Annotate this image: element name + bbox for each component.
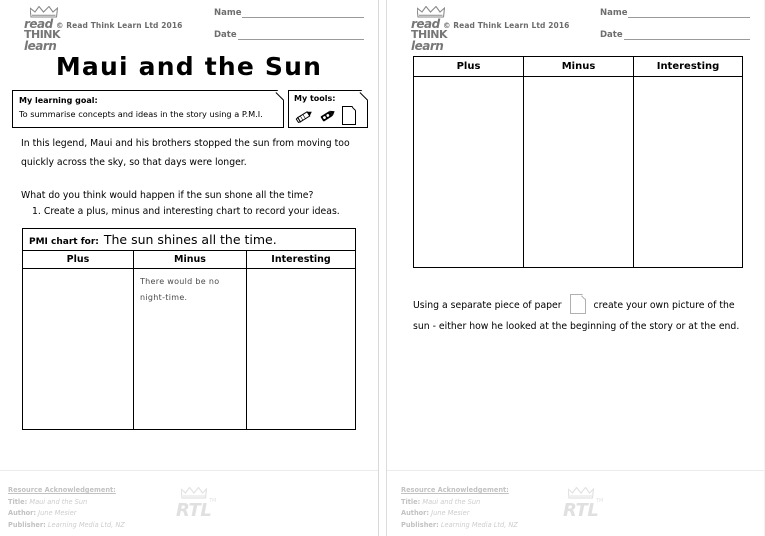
name-input-line[interactable] xyxy=(242,9,364,18)
instruction-part-2: create your own picture of the sun - either how he looked at the beginning of the story or at the end. xyxy=(413,300,740,332)
name-input-line[interactable] xyxy=(628,9,750,18)
my-tools-icon-row xyxy=(295,106,356,125)
pmi-column-header-minus: Minus xyxy=(524,57,633,77)
publisher-key: Publisher: xyxy=(401,520,439,529)
page-gutter xyxy=(379,0,387,536)
intro-paragraph: In this legend, Maui and his brothers stopped the sun from moving too quickly across the sky, so that days were longer. xyxy=(21,138,350,168)
date-input-line[interactable] xyxy=(624,31,750,40)
pmi-cell-interesting[interactable] xyxy=(634,77,742,267)
page-left-header xyxy=(0,0,378,58)
instruction-part-1: Using a separate piece of paper xyxy=(413,300,562,311)
name-label: Name xyxy=(600,8,628,18)
name-date-block xyxy=(600,8,750,52)
resource-acknowledgement xyxy=(8,485,125,531)
pmi-chart-label: PMI chart for: xyxy=(29,237,99,247)
trademark-mark: TM xyxy=(596,498,604,504)
page-title: Maui and the Sun xyxy=(55,52,323,81)
logo-line-learn: learn xyxy=(411,39,444,53)
pmi-cell-minus[interactable] xyxy=(134,269,246,429)
author-key: Author: xyxy=(8,509,37,517)
logo-line-read: read xyxy=(24,17,53,31)
pmi-column-plus xyxy=(414,57,524,267)
date-row xyxy=(600,30,750,40)
copyright-notice: © Read Think Learn Ltd 2016 xyxy=(56,21,183,30)
rtl-brand-text: RTL xyxy=(176,500,212,521)
pmi-column-plus xyxy=(23,251,134,429)
logo-line-read: read xyxy=(411,17,440,31)
copyright-notice: © Read Think Learn Ltd 2016 xyxy=(443,21,570,30)
drawing-instruction xyxy=(413,294,743,337)
name-row xyxy=(214,8,364,18)
pmi-column-interesting xyxy=(247,251,355,429)
trademark-mark: TM xyxy=(209,498,217,504)
pencil-icon xyxy=(295,107,315,125)
pmi-chart-columns xyxy=(23,251,355,429)
pmi-cell-plus[interactable] xyxy=(23,269,133,429)
page-right xyxy=(387,0,764,536)
my-tools-box xyxy=(288,90,368,128)
crayon-icon xyxy=(317,107,337,125)
pmi-cell-minus[interactable] xyxy=(524,77,633,267)
learning-goal-box xyxy=(12,90,284,128)
rtl-watermark-logo xyxy=(563,487,605,525)
acknowledgement-heading: Resource Acknowledgement: xyxy=(401,486,509,494)
logo-line-think: THINK xyxy=(411,28,448,41)
crown-icon xyxy=(568,487,594,499)
pmi-column-header-plus: Plus xyxy=(414,57,523,77)
pmi-cell-interesting[interactable] xyxy=(247,269,355,429)
pmi-column-header-minus: Minus xyxy=(134,251,246,269)
pmi-cell-plus[interactable] xyxy=(414,77,523,267)
publisher-value: Learning Media Ltd, NZ xyxy=(440,520,518,529)
pmi-column-header-interesting: Interesting xyxy=(247,251,355,269)
date-label: Date xyxy=(214,30,237,40)
title-value: Maui and the Sun xyxy=(29,497,88,506)
paper-icon xyxy=(570,294,586,314)
author-key: Author: xyxy=(401,509,430,517)
pmi-column-header-interesting: Interesting xyxy=(634,57,742,77)
pmi-column-minus xyxy=(524,57,634,267)
logo-line-learn: learn xyxy=(24,39,57,53)
task-paragraph: 1. Create a plus, minus and interesting chart to record your ideas. xyxy=(32,206,340,217)
author-value: June Mesier xyxy=(431,509,470,517)
publisher-value: Learning Media Ltd, NZ xyxy=(47,520,125,529)
logo-line-think: THINK xyxy=(24,28,61,41)
resource-acknowledgement xyxy=(401,485,518,531)
learning-goal-label: My learning goal: xyxy=(19,96,98,105)
learning-goal-text: To summarise concepts and ideas in the story using a P.M.I. xyxy=(19,109,263,119)
publisher-key: Publisher: xyxy=(8,520,46,529)
acknowledgement-heading: Resource Acknowledgement: xyxy=(8,486,116,494)
rtl-brand-text: RTL xyxy=(563,500,599,521)
title-key: Title: xyxy=(401,497,421,506)
pmi-chart-topic: The sun shines all the time. xyxy=(103,232,277,247)
paper-icon xyxy=(342,106,356,125)
date-input-line[interactable] xyxy=(238,31,364,40)
title-value: Maui and the Sun xyxy=(422,497,481,506)
date-row xyxy=(214,30,364,40)
pmi-chart xyxy=(22,228,356,430)
pmi-chart-header xyxy=(23,229,355,251)
pmi-cell-minus-text: There would be no night-time. xyxy=(140,277,220,302)
page-left-footer xyxy=(0,470,378,532)
page-right-footer xyxy=(387,470,764,532)
author-value: June Mesier xyxy=(38,509,77,517)
pmi-column-header-plus: Plus xyxy=(23,251,133,269)
name-date-block xyxy=(214,8,364,52)
my-tools-label: My tools: xyxy=(294,94,336,103)
name-label: Name xyxy=(214,8,242,18)
pmi-column-interesting xyxy=(634,57,742,267)
name-row xyxy=(600,8,750,18)
rtl-watermark-logo xyxy=(176,487,218,525)
pmi-blank-table xyxy=(413,56,743,268)
page-left xyxy=(0,0,379,536)
title-key: Title: xyxy=(8,497,28,506)
pmi-column-minus xyxy=(134,251,247,429)
pmi-blank-columns xyxy=(414,57,742,267)
question-paragraph: What do you think would happen if the sun shone all the time? xyxy=(21,190,314,201)
page-right-header xyxy=(387,0,764,58)
crown-icon xyxy=(181,487,207,499)
date-label: Date xyxy=(600,30,623,40)
